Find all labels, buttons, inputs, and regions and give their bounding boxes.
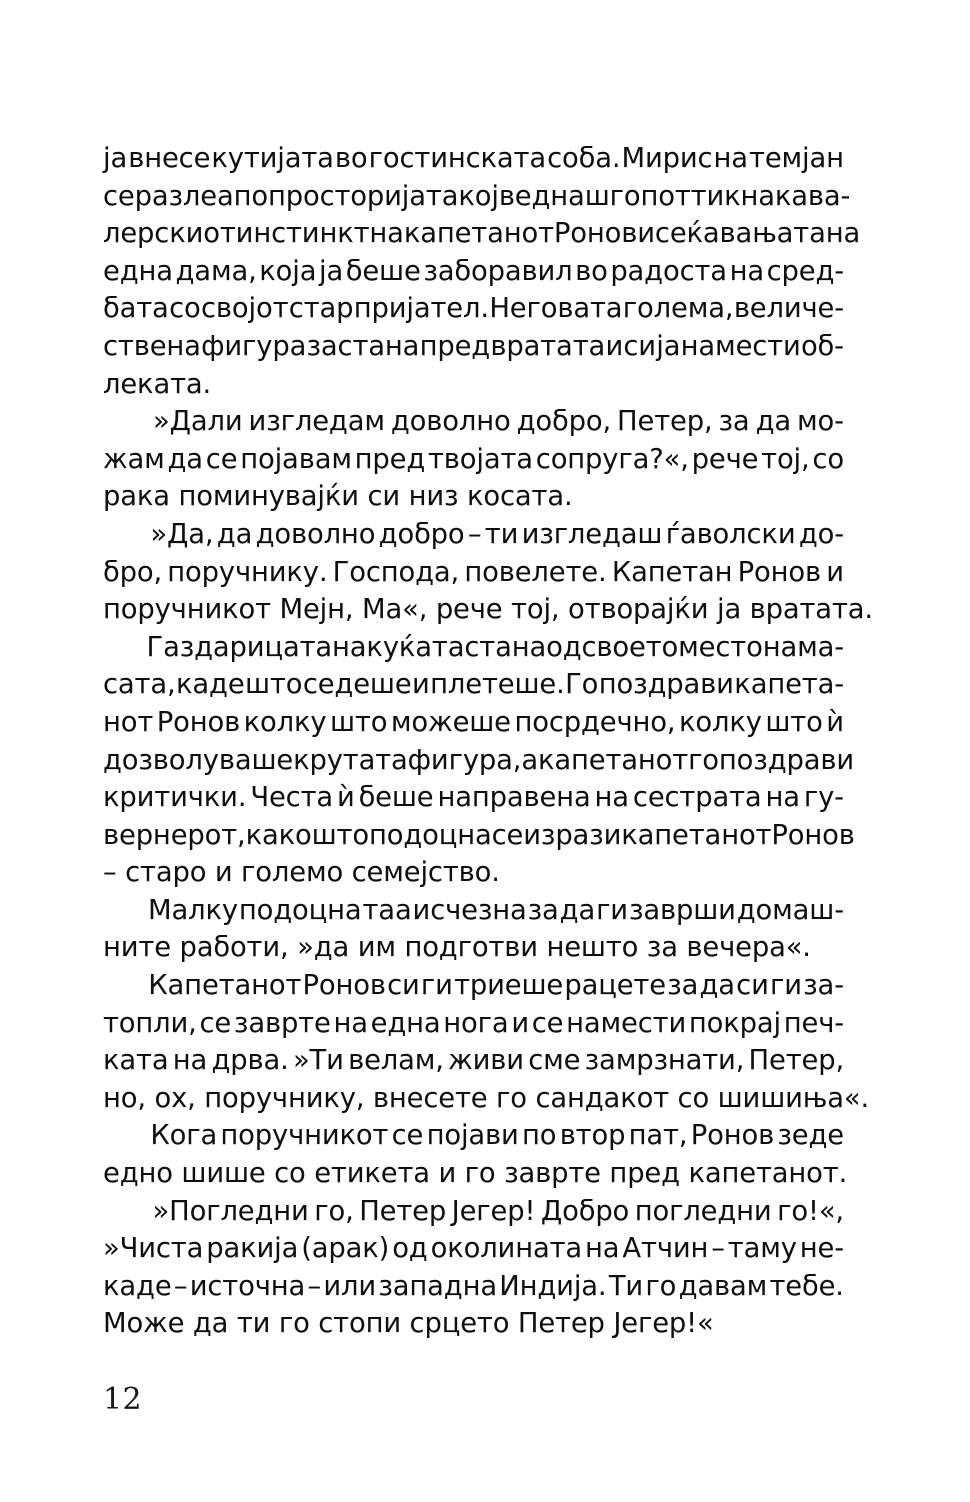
word: една <box>103 255 173 287</box>
word: ја <box>656 330 681 362</box>
paragraph-malku-podocna <box>103 892 844 967</box>
text-line <box>103 140 844 178</box>
word: Ронов <box>737 556 822 588</box>
word: го!«, <box>777 1195 844 1227</box>
word: доволно <box>255 518 376 550</box>
word: голема, <box>622 293 734 325</box>
word: »Да, <box>150 518 214 550</box>
word: ѝ <box>336 782 355 814</box>
text-line <box>103 892 844 930</box>
word: твојата <box>428 443 533 475</box>
word: леката. <box>103 368 212 400</box>
word: да <box>167 443 203 475</box>
word: во <box>334 143 368 174</box>
word: добро <box>378 518 465 550</box>
text-line <box>103 1268 844 1306</box>
word: Јегер! <box>451 1195 536 1227</box>
word: од <box>392 1233 428 1265</box>
word: гу- <box>803 782 844 814</box>
word: крутата <box>293 744 408 776</box>
word: »Погледни <box>152 1195 309 1227</box>
word: пријател. <box>353 293 489 325</box>
first-line-indent <box>103 967 147 1005</box>
word: величе- <box>733 293 844 325</box>
word: веднаш <box>498 180 610 212</box>
word: се <box>103 180 135 212</box>
word: западна <box>378 1270 497 1302</box>
word: на <box>762 631 798 663</box>
word: ги <box>420 970 453 1002</box>
paragraph-koga-poruchnikot <box>103 1117 848 1192</box>
word: источна <box>189 1270 306 1302</box>
first-line-indent <box>103 516 147 554</box>
word: направена <box>437 782 591 814</box>
word: дрва. <box>211 1045 289 1077</box>
word: разлеа <box>134 180 234 212</box>
word: замрзнати, <box>584 1045 745 1077</box>
word: об- <box>800 330 844 362</box>
word: – <box>467 518 482 550</box>
word: појави <box>426 1120 519 1152</box>
word: мо- <box>797 406 844 438</box>
word: кава- <box>774 180 851 212</box>
word: куќата <box>366 631 465 663</box>
word: да <box>755 406 792 438</box>
word: капетанот <box>621 819 772 851</box>
word: беше <box>358 782 434 814</box>
word: Петер, <box>617 406 713 438</box>
word: ракија <box>206 1233 299 1265</box>
text-line <box>103 1117 844 1155</box>
word: Господа, <box>332 556 460 588</box>
word: и <box>412 669 430 701</box>
word: го <box>609 180 641 212</box>
word: повелете. <box>464 556 607 588</box>
word: не- <box>799 1233 844 1265</box>
word: што <box>765 706 823 738</box>
word: по <box>522 1120 557 1152</box>
word: Неговата <box>489 293 623 325</box>
word: колку <box>243 706 327 738</box>
word: поздрави <box>598 669 734 701</box>
word: Ронов <box>302 970 386 1002</box>
text-line <box>103 215 861 253</box>
word: околината <box>430 1233 583 1265</box>
text-line <box>103 554 844 592</box>
word: ја <box>319 255 344 287</box>
word: можеше <box>390 706 511 738</box>
text-line <box>103 366 844 404</box>
word: темјан <box>749 143 844 174</box>
word: што <box>245 669 303 701</box>
word: изрази <box>523 819 622 851</box>
word: до- <box>798 518 844 550</box>
word: да <box>559 894 596 926</box>
text-line <box>103 929 844 967</box>
word: на <box>713 143 748 174</box>
word: Ронов <box>690 1120 775 1152</box>
word: изгледаш <box>521 518 663 550</box>
word: на <box>825 218 861 250</box>
word: заврте <box>233 1007 331 1039</box>
word: што <box>330 706 388 738</box>
word: живи <box>448 1045 524 1077</box>
word: на <box>172 1045 208 1077</box>
word: заврши <box>628 894 736 926</box>
word: Капетан <box>611 556 733 588</box>
word: Капетанот <box>148 970 302 1002</box>
word: ги <box>769 970 802 1002</box>
text-line <box>103 629 844 667</box>
word: се <box>391 1120 424 1152</box>
word: посрдечно, <box>514 706 676 738</box>
word: на <box>369 218 404 250</box>
word: критички. <box>103 782 247 814</box>
word: со <box>169 293 201 325</box>
word: ката <box>103 1045 169 1077</box>
text-line <box>103 967 844 1005</box>
word: – <box>307 1270 322 1302</box>
word: внесе <box>128 143 211 174</box>
word: стар <box>288 293 354 325</box>
word: доволно <box>390 406 511 438</box>
text-line <box>103 1230 844 1268</box>
word: дама, <box>175 255 257 287</box>
word: која <box>259 255 317 287</box>
word: или <box>323 1270 377 1302</box>
text-line <box>103 290 844 328</box>
text-line <box>103 328 844 366</box>
word: таа <box>362 894 412 926</box>
text-line <box>103 1005 844 1043</box>
word: топли, <box>103 1007 197 1039</box>
word: седеше <box>302 669 412 701</box>
word: и <box>826 556 844 588</box>
word: триеше <box>454 970 564 1002</box>
word: на <box>332 631 367 663</box>
word: Ти <box>608 1270 644 1302</box>
text-line <box>103 591 873 629</box>
word: појавам <box>240 443 352 475</box>
word: си <box>387 970 420 1002</box>
word: Индија. <box>499 1270 607 1302</box>
word: за- <box>803 970 844 1002</box>
word: едно шише со етикета и го заврте пред капетанот. <box>103 1158 848 1190</box>
word: соба. <box>547 143 621 174</box>
word: Честа <box>250 782 334 814</box>
word: сата, <box>103 669 176 701</box>
word: подоцна <box>368 819 492 851</box>
word: тебе. <box>769 1270 844 1302</box>
first-line-indent <box>103 892 147 930</box>
word: гостинската <box>368 143 546 174</box>
word: на <box>729 255 764 287</box>
word: застана <box>306 330 420 362</box>
word: си <box>736 970 769 1002</box>
word: »Ти <box>292 1045 344 1077</box>
word: инстинкт <box>235 218 370 250</box>
text-line <box>103 704 844 742</box>
word: место <box>678 631 763 663</box>
word: се <box>531 1007 564 1039</box>
word: како <box>245 819 312 851</box>
word: се <box>199 1007 232 1039</box>
word: да <box>699 970 735 1002</box>
word: ја <box>103 143 128 174</box>
word: една <box>370 1007 441 1039</box>
word: и <box>637 218 655 250</box>
word: тој, <box>761 443 810 475</box>
word: за <box>667 970 699 1002</box>
word: изгледам <box>248 406 385 438</box>
word: рече <box>691 443 759 475</box>
text-line <box>103 478 844 516</box>
word: на <box>333 1007 368 1039</box>
paragraph-pogledni-go <box>103 1193 844 1343</box>
word: сред- <box>766 255 844 287</box>
word: ма- <box>797 631 844 663</box>
word: Ронов <box>553 218 638 250</box>
word: поручнику. <box>167 556 328 588</box>
word: се <box>205 443 238 475</box>
word: таму <box>727 1233 797 1265</box>
word: кутијата <box>211 143 334 174</box>
word: рака поминувајќи си низ косата. <box>103 481 573 513</box>
word: по <box>233 180 268 212</box>
word: просторијата <box>267 180 459 212</box>
word: подоцна <box>238 894 362 926</box>
word: погледни <box>634 1195 772 1227</box>
word: капетанот <box>537 744 689 776</box>
word: го <box>688 744 719 776</box>
word: но, ох, поручнику, внесете го сандакот со шишиња«. <box>103 1082 870 1114</box>
word: на <box>594 782 629 814</box>
first-line-indent <box>103 1193 147 1231</box>
word: Ронов <box>156 706 241 738</box>
word: (арак) <box>301 1233 390 1265</box>
word: поздрави <box>718 744 855 776</box>
word: си <box>623 330 656 362</box>
word: втор <box>559 1120 626 1152</box>
word: намести <box>680 330 801 362</box>
word: се <box>491 819 524 851</box>
word: печ- <box>783 1007 844 1039</box>
text-line <box>103 403 844 441</box>
word: заборавил <box>423 255 573 287</box>
word: Кога <box>150 1120 218 1152</box>
word: да <box>216 518 253 550</box>
paragraph-continuation <box>103 140 861 403</box>
word: за <box>718 406 750 438</box>
word: пат, <box>628 1120 688 1152</box>
text-line <box>103 1305 844 1343</box>
word: исчезна <box>412 894 527 926</box>
word: покрај <box>688 1007 781 1039</box>
paragraph-da-da-dovolno <box>103 516 873 629</box>
text-line <box>103 1155 848 1193</box>
word: сме <box>528 1045 581 1077</box>
text-line <box>103 253 844 291</box>
word: »Чиста <box>103 1233 204 1265</box>
word: ѓаволски <box>665 518 796 550</box>
paragraph-dali-izgledam <box>103 403 844 516</box>
text-line <box>103 1080 870 1118</box>
word: својот <box>201 293 289 325</box>
word: што <box>311 819 369 851</box>
word: Добро <box>540 1195 630 1227</box>
word: поручникот Мејн, Ма«, рече тој, отворајќи ја вратата. <box>103 594 873 626</box>
word: каде <box>176 669 245 701</box>
word: Атчин <box>622 1233 709 1265</box>
text-line <box>103 817 855 855</box>
word: каде <box>103 1270 172 1302</box>
first-line-indent <box>103 403 147 441</box>
first-line-indent <box>103 1117 147 1155</box>
word: Петер, <box>748 1045 844 1077</box>
word: ги <box>596 894 628 926</box>
word: лерскиот <box>103 218 236 250</box>
word: го <box>645 1270 677 1302</box>
word: во <box>575 255 608 287</box>
word: нот <box>103 706 154 738</box>
text-line <box>103 441 844 479</box>
word: зеде <box>777 1120 844 1152</box>
paragraph-gazdaricata <box>103 629 855 892</box>
word: нога <box>443 1007 509 1039</box>
word: сестрата <box>632 782 762 814</box>
word: вернерот, <box>103 819 246 851</box>
word: – старо и големо семејство. <box>103 857 500 889</box>
word: од <box>546 631 582 663</box>
word: бата <box>103 293 169 325</box>
word: и <box>511 1007 529 1039</box>
text-line <box>103 1042 844 1080</box>
word: Го <box>565 669 599 701</box>
word: ните работи, »да им подготви нешто за вечера«. <box>103 932 811 964</box>
word: сеќавањата <box>654 218 826 250</box>
word: на <box>765 782 800 814</box>
word: кој <box>458 180 499 212</box>
word: стана <box>464 631 547 663</box>
word: давам <box>678 1270 768 1302</box>
word: намести <box>566 1007 687 1039</box>
word: радоста <box>610 255 727 287</box>
word: пред <box>419 330 491 362</box>
word: со <box>812 443 844 475</box>
word: на <box>585 1233 620 1265</box>
word: вратата <box>490 330 606 362</box>
word: а <box>521 744 538 776</box>
word: добро, <box>516 406 612 438</box>
word: велам, <box>348 1045 444 1077</box>
word: дозволуваше <box>103 744 294 776</box>
word: и <box>605 330 624 362</box>
word: поттикна <box>640 180 775 212</box>
text-line <box>103 779 844 817</box>
word: поручникот <box>220 1120 389 1152</box>
word: пред <box>354 443 426 475</box>
word: – <box>711 1233 725 1265</box>
word: Ронов <box>771 819 855 851</box>
word: ти <box>484 518 519 550</box>
text-line <box>103 178 851 216</box>
word: плетеше. <box>430 669 565 701</box>
first-line-indent <box>103 629 147 667</box>
word: Може да ти го стопи срцето Петер Јегер!« <box>103 1308 714 1340</box>
word: за <box>527 894 559 926</box>
text-line <box>103 1193 844 1231</box>
text-line <box>103 516 844 554</box>
word: капета- <box>734 669 844 701</box>
word: го, <box>314 1195 354 1227</box>
word: ствена <box>103 330 201 362</box>
text-line <box>103 742 855 780</box>
text-line <box>103 854 844 892</box>
word: бро, <box>103 556 163 588</box>
word: Мирис <box>621 143 713 174</box>
word: своето <box>581 631 679 663</box>
word: – <box>173 1270 188 1302</box>
word: Петер <box>359 1195 447 1227</box>
word: ѝ <box>826 706 844 738</box>
word: домаш- <box>736 894 844 926</box>
paragraph-kapetanot-ronov <box>103 967 870 1117</box>
text-line <box>103 666 844 704</box>
word: фигура, <box>407 744 522 776</box>
word: фигура <box>201 330 307 362</box>
word: колку <box>678 706 762 738</box>
page-number: 12 <box>103 1382 142 1417</box>
word: »Дали <box>153 406 243 438</box>
body-text-column <box>103 140 873 1343</box>
word: Газдарицата <box>146 631 333 663</box>
word: жам <box>103 443 165 475</box>
word: Малку <box>147 894 238 926</box>
word: беше <box>345 255 421 287</box>
word: сопруга?«, <box>535 443 689 475</box>
word: капетанот <box>403 218 554 250</box>
word: рацете <box>564 970 666 1002</box>
